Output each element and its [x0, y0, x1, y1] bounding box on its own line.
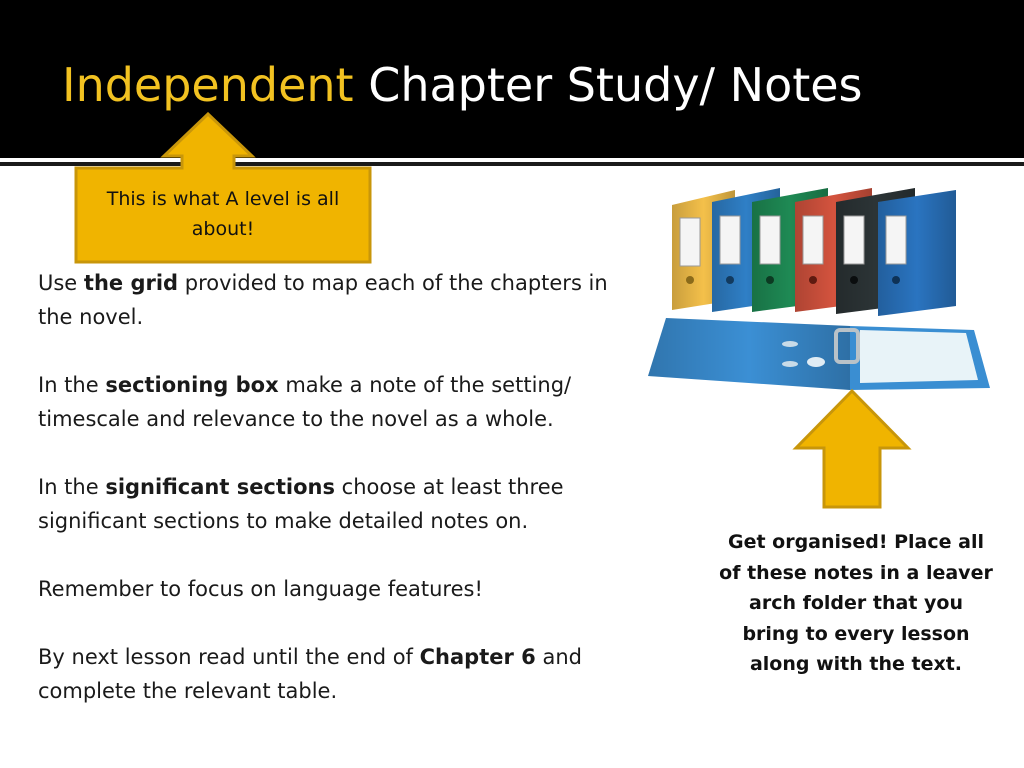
instruction-sectioning-box	[38, 368, 608, 436]
instruction-text: By next lesson read until the end of	[38, 645, 420, 669]
instruction-text: Use	[38, 271, 84, 295]
instruction-emphasis: significant sections	[105, 475, 335, 499]
up-arrow-icon	[792, 388, 912, 510]
instruction-emphasis: the grid	[83, 271, 179, 295]
lever-arch-folders-icon	[640, 180, 1000, 395]
instruction-text: provided to map each of the chapters in the novel.	[38, 271, 608, 329]
instruction-language-features	[38, 572, 608, 606]
side-note: Get organised! Place all of these notes in a leaver arch folder that you bring to every lesson along with the text.	[719, 531, 993, 675]
title-accent: Independent	[62, 58, 354, 112]
instruction-text: make a note of the setting/ timescale and relevance to the novel as a whole.	[38, 373, 572, 431]
instruction-emphasis: sectioning box	[105, 373, 279, 397]
instruction-text: and complete the relevant table.	[38, 645, 582, 703]
instruction-grid	[38, 266, 608, 334]
instruction-emphasis: Chapter 6	[419, 645, 536, 669]
callout-text: This is what A level is all about!	[106, 188, 340, 240]
instruction-text: In the	[38, 475, 106, 499]
instructions	[38, 266, 608, 708]
instruction-text: Remember to focus on language features!	[38, 577, 483, 601]
instruction-significant-sections	[38, 470, 608, 538]
title-rest: Chapter Study/ Notes	[353, 58, 863, 112]
instruction-text: choose at least three significant sections to make detailed notes on.	[38, 475, 564, 533]
slide-title	[62, 58, 863, 112]
instruction-text: In the	[38, 373, 106, 397]
instruction-chapter-6	[38, 640, 608, 708]
